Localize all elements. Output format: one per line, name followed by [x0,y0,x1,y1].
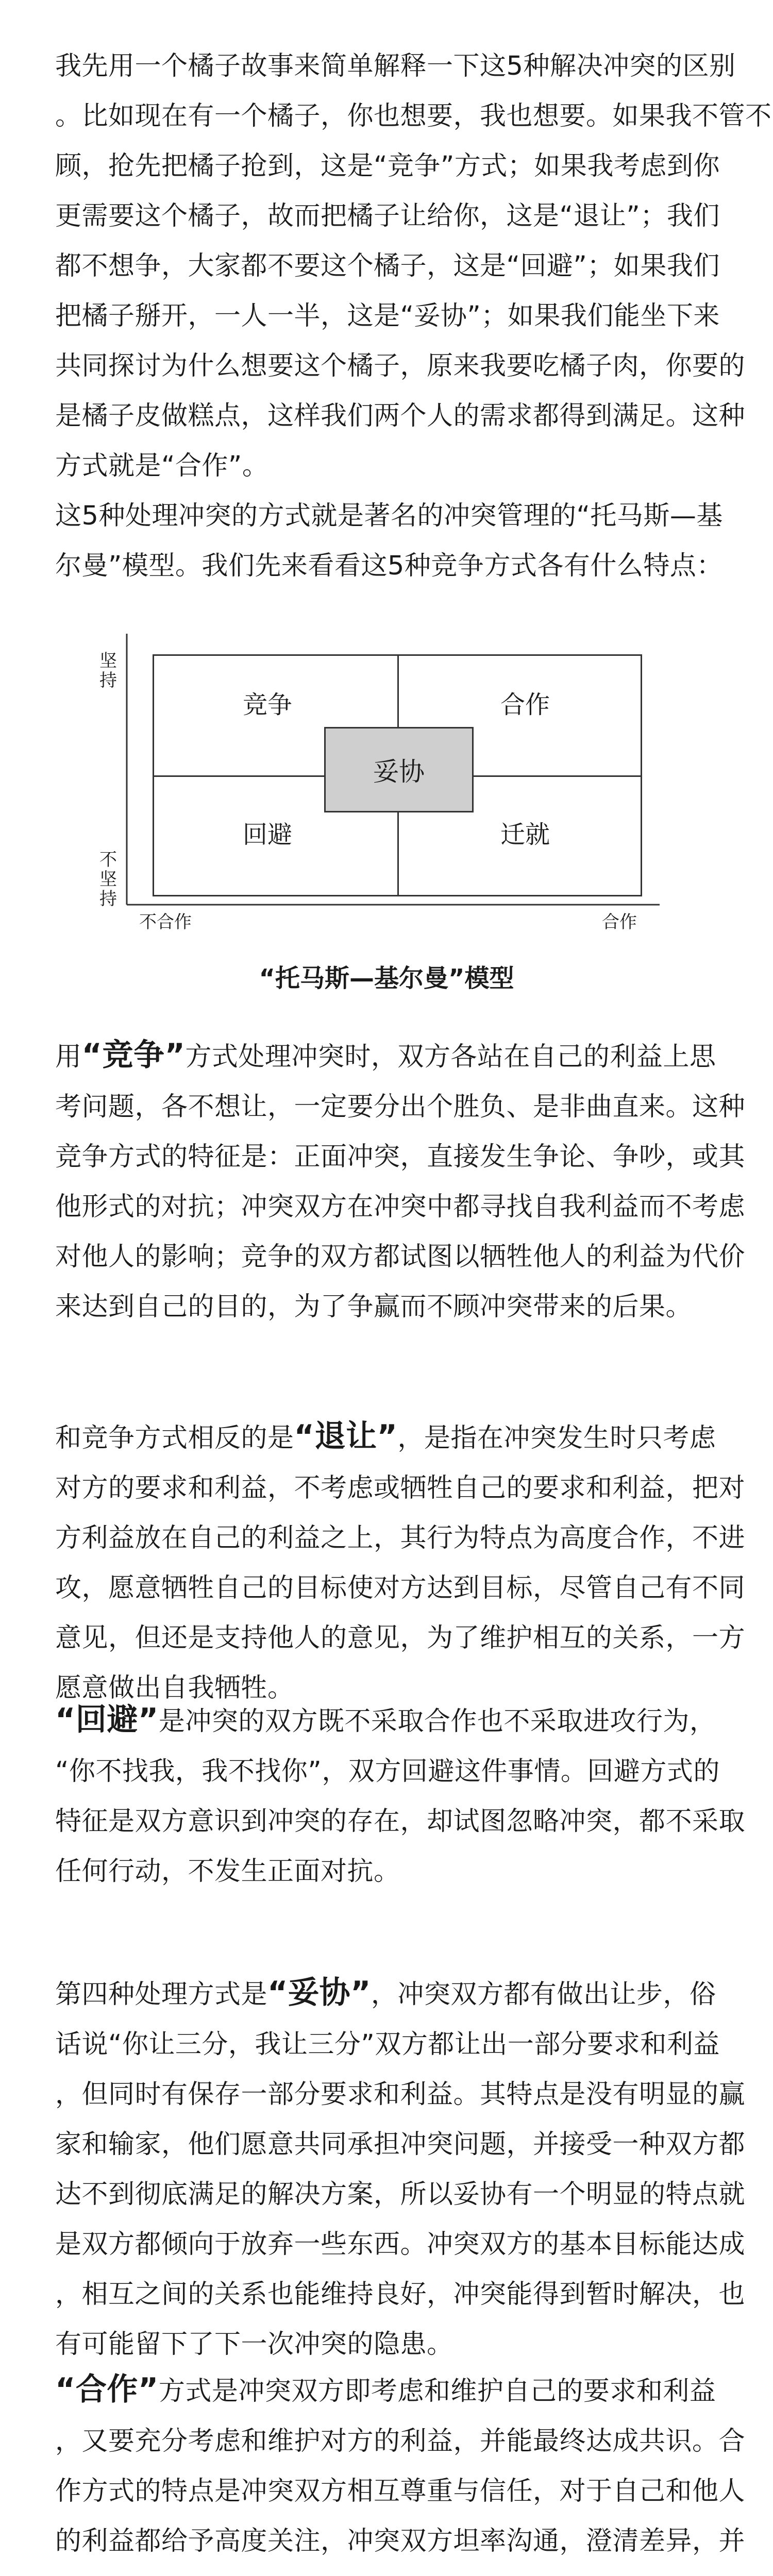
intro-line: 把橘子掰开，一人一半，这是“妥协”；如果我们能坐下来 [55,301,720,331]
intro-line: 尔曼”模型。我们先来看看这5种竞争方式各有什么特点： [55,551,723,581]
cell-avoid: 回避 [242,820,292,849]
keyword-avoid: “回避” [55,1702,159,1738]
paragraph-line: 达不到彻底满足的解决方案，所以妥协有一个明显的特点就 [55,2179,746,2210]
y-bottom-char: 持 [99,889,117,909]
intro-line: 我先用一个橘子故事来简单解释一下这5种解决冲突的区别 [55,51,736,81]
x-axis-left-label: 不合作 [139,912,192,933]
paragraph-line: 考问题，各不想让，一定要分出个胜负、是非曲直来。这种 [55,1092,746,1122]
y-bottom-char: 坚 [99,869,117,890]
intro-line: 更需要这个橘子，故而把橘子让给你，这是“退让”；我们 [55,201,720,231]
keyword-yield: “退让” [294,1418,398,1454]
paragraph-line: ，但同时有保存一部分要求和利益。其特点是没有明显的赢 [55,2079,746,2110]
paragraph-line [55,2566,720,2576]
paragraph-line: 愿意做出自我牺牲。 [55,1673,294,1703]
y-bottom-char: 不 [99,850,117,870]
paragraph-line: ，又要充分考虑和维护对方的利益，并能最终达成共识。合 [55,2426,746,2456]
diagram-caption: “托马斯—基尔曼”模型 [259,964,514,993]
paragraph-line [55,1412,720,1463]
y-top-char: 坚 [99,651,117,671]
paragraph-line: 意见，但还是支持他人的意见，为了维护相互的关系，一方 [55,1623,746,1653]
cooperate-paragraph [55,2365,746,2576]
diagram-grid [153,654,642,896]
paragraph-line: 来达到自己的目的，为了争赢而不顾冲突带来的后果。 [55,1292,693,1322]
x-axis-right-label: 合作 [602,912,637,933]
paragraph-line: 他形式的对抗；冲突双方在冲突中都寻找自我利益而不考虑 [55,1192,746,1222]
paragraph-line: 作方式的特点是冲突双方相互尊重与信任，对于自己和他人 [55,2476,746,2506]
paragraph-line: 方利益放在自己的利益之上，其行为特点为高度合作，不进 [55,1523,746,1553]
paragraph-line: 攻，愿意牺牲自己的目标使对方达到目标，尽管自己有不同 [55,1573,746,1603]
text-span: 方式处理冲突时，双方各站在自己的利益上思 [185,1042,716,1072]
cell-compete: 竞争 [242,690,292,719]
keyword-compete: “竞争” [81,1037,186,1073]
paragraph-line: 竞争方式的特征是：正面冲突，直接发生争论、争吵，或其 [55,1142,746,1172]
keyword-compromise: “妥协” [267,1975,371,2011]
text-span: 方式是冲突双方即考虑和维护自己的要求和利益 [158,2376,716,2406]
cell-compromise: 妥协 [324,727,474,812]
paragraph-line: 特征是双方意识到冲突的存在，却试图忽略冲突，都不采取 [55,1806,746,1837]
intro-paragraph [55,41,772,591]
keyword-cooperate: “合作” [55,2371,159,2408]
paragraph-line [55,1968,720,2020]
cell-accommodate: 迁就 [500,820,550,849]
paragraph-line: 任何行动，不发生正面对抗。 [55,1856,400,1887]
paragraph-line: 的利益都给予高度关注，冲突双方坦率沟通，澄清差异，并 [55,2526,746,2556]
intro-line: 这5种处理冲突的方式就是著名的冲突管理的“托马斯—基 [55,501,723,531]
paragraph-line [55,1695,720,1747]
intro-line: 。比如现在有一个橘子，你也想要，我也想要。如果我不管不 [55,101,772,131]
text-span: 第四种处理方式是 [55,1979,268,2010]
paragraph-line: 对他人的影响；竞争的双方都试图以牺牲他人的利益为代价 [55,1242,746,1272]
text-span: 是冲突的双方既不采取合作也不采取进攻行为， [158,1706,716,1737]
intro-line: 都不想争，大家都不要这个橘子，这是“回避”；如果我们 [55,251,720,281]
yield-paragraph [55,1412,746,1713]
intro-line: 顾，抢先把橘子抢到，这是“竞争”方式；如果我考虑到你 [55,151,720,181]
paragraph-line: 是双方都倾向于放弃一些东西。冲突双方的基本目标能达成 [55,2229,746,2260]
cell-cooperate: 合作 [500,690,550,719]
paragraph-line: 有可能留下了下一次冲突的隐患。 [55,2329,453,2360]
intro-line: 方式就是“合作”。 [55,451,269,481]
paragraph-line: 对方的要求和利益，不考虑或牺牲自己的要求和利益，把对 [55,1473,746,1503]
text-span: ，是指在冲突发生时只考虑 [397,1423,716,1453]
paragraph-line: 家和输家，他们愿意共同承担冲突问题，并接受一种双方都 [55,2129,746,2160]
paragraph-line: “你不找我，我不找你”，双方回避这件事情。回避方式的 [55,1756,720,1787]
paragraph-line: 话说“你让三分，我让三分”双方都让出一部分要求和利益 [55,2029,720,2060]
compete-paragraph [55,1030,746,1332]
text-span: 用 [55,1042,82,1072]
text-span: ，冲突双方都有做出让步，俗 [371,1979,716,2010]
text-span: 和竞争方式相反的是 [55,1423,294,1453]
thomas-kilmann-diagram [88,623,670,984]
compromise-paragraph [55,1968,746,2369]
intro-line: 是橘子皮做糕点，这样我们两个人的需求都得到满足。这种 [55,401,746,431]
avoid-paragraph [55,1695,746,1896]
paragraph-line: ，相互之间的关系也能维持良好，冲突能得到暂时解决，也 [55,2279,746,2310]
intro-line: 共同探讨为什么想要这个橘子，原来我要吃橘子肉，你要的 [55,351,746,381]
paragraph-line [55,1030,720,1082]
y-top-char: 持 [99,670,117,691]
paragraph-line [55,2365,720,2416]
